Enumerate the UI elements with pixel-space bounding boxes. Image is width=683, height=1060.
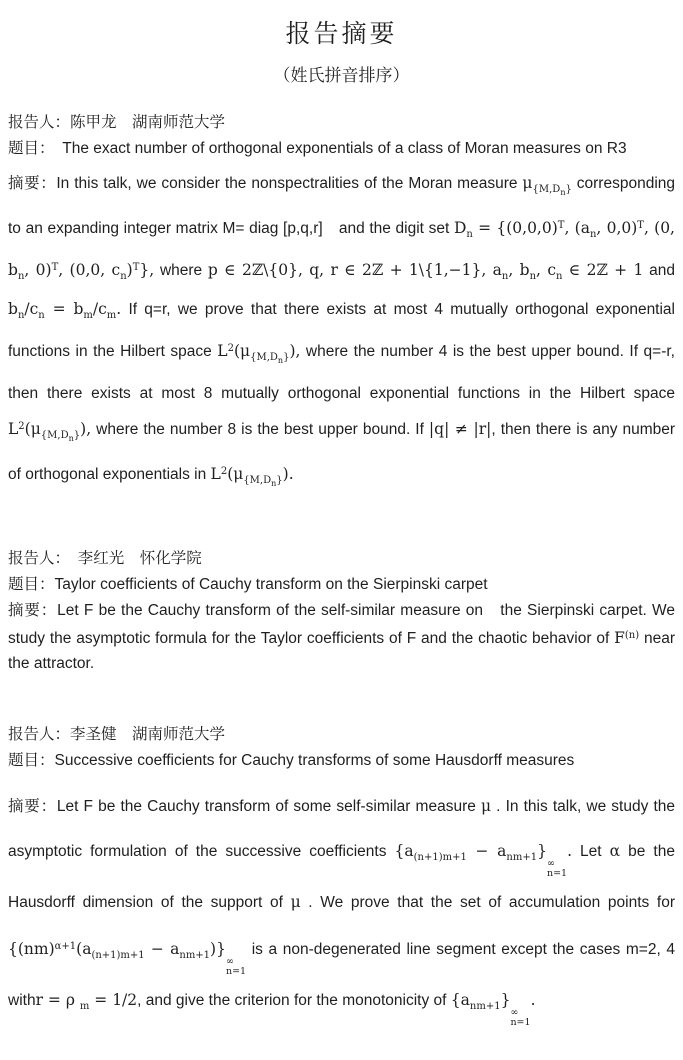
math: {M,D bbox=[250, 352, 278, 363]
math: μ bbox=[480, 797, 492, 815]
talk-section bbox=[8, 722, 675, 1029]
math: T bbox=[637, 220, 644, 231]
math: } bbox=[283, 352, 290, 363]
math: = {(0,0,0) bbox=[472, 219, 558, 237]
math: , c bbox=[536, 261, 556, 279]
math: (μ bbox=[233, 342, 251, 360]
math: (a bbox=[76, 940, 92, 958]
math: b bbox=[8, 300, 18, 318]
math: n bbox=[556, 271, 563, 282]
speaker-line: 报告人：陈甲龙 湖南师范大学 bbox=[8, 114, 226, 131]
math: {a bbox=[450, 991, 470, 1009]
math: − a bbox=[144, 940, 180, 958]
math: (μ bbox=[227, 465, 244, 483]
math: /c bbox=[24, 300, 39, 318]
math: p ∈ 2ℤ\{0}, q, r ∈ 2ℤ + 1\{1,−1}, a bbox=[207, 261, 502, 279]
talk-section bbox=[8, 546, 675, 676]
doc-subtitle: （姓氏拼音排序） bbox=[273, 66, 410, 85]
math: nm+1 bbox=[179, 950, 211, 961]
math: )} bbox=[210, 940, 226, 958]
math: r = ρ bbox=[35, 991, 80, 1009]
math: n bbox=[68, 434, 74, 443]
math: = 1/2 bbox=[89, 991, 138, 1009]
math: n bbox=[120, 271, 127, 282]
math: . bbox=[116, 300, 122, 318]
math: }, bbox=[139, 261, 155, 279]
talk-title-line: 题目：Successive coefficients for Cauchy transforms of some Hausdorff measures bbox=[8, 752, 575, 769]
math: , b bbox=[508, 261, 530, 279]
math-stack: ∞ n=1 bbox=[510, 1007, 531, 1029]
math: , 0,0) bbox=[596, 219, 638, 237]
talk-title-line: 题目： The exact number of orthogonal exponentials of a class of Moran measures on R3 bbox=[8, 140, 627, 157]
math: (n+1)m+1 bbox=[91, 950, 145, 961]
math: m bbox=[106, 310, 117, 321]
math: {a bbox=[394, 842, 414, 860]
math: } bbox=[500, 991, 511, 1009]
math: L bbox=[217, 342, 228, 360]
math: n bbox=[589, 229, 597, 240]
talk-abstract: 摘要：Let F be the Cauchy transform of the self-similar measure on the Sierpinski carpet. We study the asymptotic formula for the Taylor coefficients of F and the chaotic behavior of $F^{(n)}$ near the attractor. bbox=[8, 602, 675, 672]
math: m bbox=[83, 310, 93, 321]
math: } bbox=[276, 475, 283, 486]
math: /c bbox=[92, 300, 107, 318]
math: , (0, b bbox=[8, 219, 675, 279]
math: ). bbox=[282, 465, 294, 483]
math: n bbox=[277, 356, 284, 365]
math: D bbox=[453, 219, 467, 237]
talk-section bbox=[8, 110, 675, 500]
math: , (a bbox=[564, 219, 590, 237]
document-body bbox=[8, 110, 675, 1029]
math: μ bbox=[522, 174, 533, 192]
math: {M,D bbox=[40, 430, 69, 441]
math: n bbox=[560, 188, 566, 197]
speaker-line: 报告人：李圣健 湖南师范大学 bbox=[8, 726, 226, 743]
math: (n+1)m+1 bbox=[413, 852, 467, 863]
math: n bbox=[501, 271, 509, 282]
math: T bbox=[51, 262, 59, 273]
math: L bbox=[8, 420, 19, 438]
math: , (0,0, c bbox=[58, 261, 121, 279]
math: 2 bbox=[227, 343, 234, 354]
math: n bbox=[17, 310, 25, 321]
math: } bbox=[537, 842, 547, 860]
doc-title: 报告摘要 bbox=[285, 21, 398, 48]
talk-abstract: 摘要：Let F be the Cauchy transform of some self-similar measure μ . In this talk, we study the asymptotic formulation of the successive coefficients $\{a_{(n+1)m+1} - a_{nm+1}\}$ ∞ n=1 . Let α be the Hausdorff dimension of the support of μ . We prove that the set of accumulation points for $\{(nm)^{\alpha+1}(a_{(n+1)m+1} - a_{nm+1})\}$ ∞ n=1 is a non-degenerated line segment except the cases m=2, 4 withr = ρ $_m$ = 1/2, and give the criterion for the monotonicity of $\{a_{nm+1}\}$ ∞ n=1 . bbox=[8, 797, 675, 1029]
math: , 0) bbox=[24, 261, 52, 279]
math: (μ bbox=[24, 420, 41, 438]
math: = b bbox=[44, 300, 84, 318]
math: T bbox=[132, 262, 140, 273]
math: T bbox=[557, 220, 565, 231]
math: {(nm) bbox=[8, 940, 55, 958]
math: ), bbox=[289, 342, 301, 360]
math: L bbox=[210, 465, 221, 483]
talk-abstract: 摘要：In this talk, we consider the nonspectralities of the Moran measure $\mu_{\{M,Dn\}}$ corresponding to an expanding integer matrix M= diag [p,q,r] and the digit set $D_n = \{(0,0,0)^T$, ($a_n$, 0,0)$^T$, (0, $b_n$, 0)$^T$, (0,0, $c_n)^T$}, where p ∈ 2ℤ\{0}, q, r ∈ 2ℤ + 1\{1,−1}, $a_n$, $b_n$, $c_n$ ∈ 2ℤ + 1 and $b_n/c_n = b_m/c_m$. If q=r, we prove that there exists at most 4 mutually orthogonal exponential functions in the Hilbert space $L^2(\mu_{\{M,Dn\}})$, where the number 4 is the best upper bound. If q=-r, then there exists at most 8 mutually orthogonal exponential functions in the Hilbert space $L^2(\mu_{\{M,Dn\}})$, where the number 8 is the best upper bound. If |q| ≠ |r|, then there is any number of orthogonal exponentials in $L^2(\mu_{\{M,Dn\}})$. bbox=[8, 174, 676, 488]
math: ∈ 2ℤ + 1 bbox=[562, 261, 644, 279]
math: n bbox=[271, 479, 277, 488]
math: n bbox=[17, 271, 25, 282]
talk-title-line: 题目：Taylor coefficients of Cauchy transform on the Sierpinski carpet bbox=[8, 576, 488, 593]
math: . bbox=[567, 842, 573, 860]
math: nm+1 bbox=[506, 852, 538, 863]
math: n bbox=[529, 271, 537, 282]
math: ) bbox=[126, 261, 133, 279]
math: m bbox=[79, 1001, 90, 1012]
math: μ bbox=[290, 893, 301, 911]
math: |q| ≠ |r| bbox=[428, 420, 492, 438]
math: . bbox=[530, 991, 536, 1009]
math: } bbox=[565, 184, 572, 195]
math: {M,D bbox=[243, 475, 272, 486]
math: − a bbox=[466, 842, 507, 860]
math: n bbox=[466, 229, 473, 240]
math: n bbox=[38, 310, 45, 321]
math: α bbox=[609, 842, 621, 860]
speaker-line: 报告人： 李红光 怀化学院 bbox=[8, 550, 202, 567]
math: {M,D bbox=[532, 184, 561, 195]
math: (n) bbox=[624, 630, 640, 641]
math: ), bbox=[80, 420, 92, 438]
math-stack: ∞ n=1 bbox=[225, 956, 247, 978]
math: } bbox=[73, 430, 81, 441]
math: nm+1 bbox=[469, 1001, 501, 1012]
math: 2 bbox=[18, 421, 25, 432]
math: 2 bbox=[220, 466, 228, 477]
math: α+1 bbox=[54, 941, 77, 952]
math-stack: ∞ n=1 bbox=[546, 858, 568, 880]
math: F bbox=[614, 629, 625, 647]
